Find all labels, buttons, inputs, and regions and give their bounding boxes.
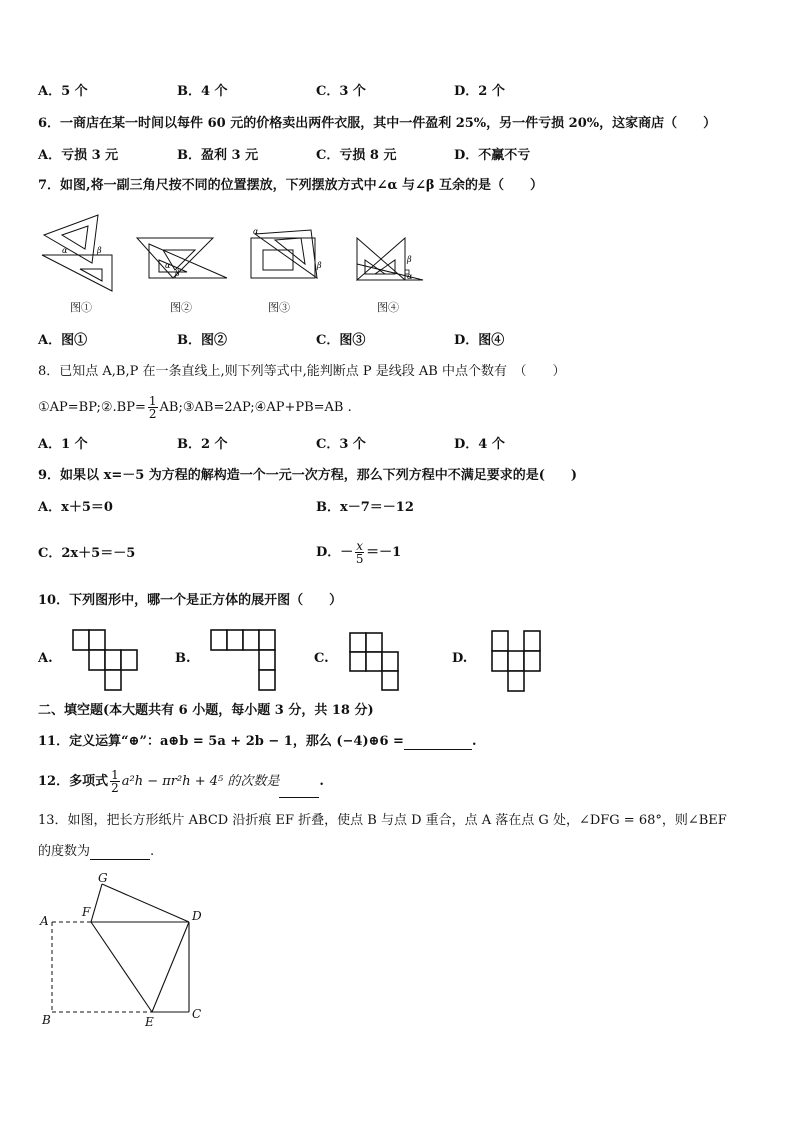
q13-point-a: A [40, 914, 49, 928]
q13-point-e: E [145, 1015, 154, 1029]
q9-option-d-suffix: ＝－1 [366, 545, 402, 560]
q7-caption-4: 图④ [377, 301, 399, 314]
q8-frac-den: 2 [148, 407, 157, 421]
q12-suffix: . [319, 774, 324, 789]
q13-answer-blank[interactable] [90, 847, 150, 860]
q8-option-a: A．1 个 [38, 437, 88, 452]
q7-option-d: D．图④ [454, 333, 505, 348]
q13-figure [38, 870, 213, 1030]
svg-text:α: α [407, 272, 413, 281]
svg-text:β: β [407, 255, 412, 264]
q8-option-b: B．2 个 [177, 437, 228, 452]
q8-fraction [148, 395, 158, 420]
q6-option-a: A．亏损 3 元 [38, 148, 119, 163]
q10-net-d [491, 630, 543, 692]
q10-label-a: A. [38, 651, 53, 666]
q7-caption-3: 图③ [268, 301, 290, 314]
q12-answer-blank[interactable] [279, 785, 319, 798]
q8-option-d: D．4 个 [454, 437, 505, 452]
q12-frac-num: 1 [111, 768, 119, 782]
q9-option-c: C．2x＋5＝－5 [38, 546, 136, 561]
q5-option-d: D．2 个 [454, 84, 505, 99]
q6-option-c: C．亏损 8 元 [316, 148, 397, 163]
q11-answer-blank[interactable] [404, 737, 472, 750]
q13-point-c: C [192, 1007, 202, 1021]
q7-caption-2: 图② [170, 301, 192, 314]
q9-option-d-fraction [355, 540, 364, 565]
q9-option-d-num: x [356, 539, 364, 553]
section-2-heading: 二、填空题(本大题共有 6 小题，每小题 3 分，共 18 分) [38, 703, 374, 718]
q8-conditions [38, 393, 352, 423]
q7-caption-1: 图① [70, 301, 92, 314]
q9-option-d-den: 5 [355, 552, 364, 566]
q11-prefix: 11．定义运算“⊕”：a⊕b = 5a + 2b − 1，那么 (−4)⊕6 = [38, 734, 404, 749]
q9-option-b: B．x－7＝－12 [316, 500, 414, 515]
q13-point-b: B [42, 1013, 51, 1027]
q5-option-a: A．5 个 [38, 84, 88, 99]
q7-figure-3 [247, 228, 327, 280]
q5-option-b: B．4 个 [177, 84, 228, 99]
q9-option-d [316, 538, 401, 568]
svg-text:β: β [317, 261, 322, 270]
q9-option-a: A．x＋5＝0 [38, 500, 113, 515]
q13-line-1: 13．如图，把长方形纸片 ABCD 沿折痕 EF 折叠，使点 B 与点 D 重合，点 A 落在点 G 处，∠DFG = 68°，则∠BEF [38, 813, 727, 828]
svg-text:β: β [175, 269, 180, 278]
q11 [38, 734, 476, 750]
svg-text:β: β [97, 246, 102, 255]
svg-text:α: α [165, 261, 171, 270]
q9-option-d-prefix: D．－ [316, 545, 354, 560]
q7-option-a: A．图① [38, 333, 88, 348]
svg-text:α: α [253, 227, 259, 236]
q13-point-f: F [82, 905, 91, 919]
q7-option-c: C．图③ [316, 333, 366, 348]
q5-option-c: C．3 个 [316, 84, 366, 99]
q8-stem: 8．已知点 A,B,P 在一条直线上,则下列等式中,能判断点 P 是线段 AB 中点个数有 （ ） [38, 364, 566, 379]
q10-label-c: C. [314, 651, 329, 666]
q10-net-c [349, 632, 401, 692]
q8-frac-num: 1 [148, 394, 157, 408]
q7-figure-1 [40, 215, 120, 295]
q12 [38, 766, 324, 798]
q13-line-2-text: 的度数为 [38, 844, 91, 859]
q12-prefix: 12．多项式 [38, 774, 109, 789]
q7-option-b: B．图② [177, 333, 227, 348]
q11-suffix: . [471, 734, 477, 749]
q10-net-a [72, 629, 138, 691]
q13-point-g: G [98, 871, 108, 885]
q13-suffix: . [150, 844, 155, 859]
q13-line-2 [38, 844, 154, 860]
q9-stem: 9．如果以 x=－5 为方程的解构造一个一元一次方程，那么下列方程中不满足要求的是( ) [38, 468, 578, 483]
q12-expression: a²h − πr²h + 4⁵ 的次数是 [121, 774, 280, 789]
q10-label-b: B. [175, 651, 191, 666]
q12-frac-den: 2 [111, 781, 119, 795]
q10-net-b [210, 629, 278, 691]
q8-conditions-b: AB;③AB=2AP;④AP+PB=AB . [159, 400, 352, 415]
q8-option-c: C．3 个 [316, 437, 366, 452]
q7-figure-2 [135, 232, 230, 282]
q12-fraction [110, 769, 120, 794]
q8-conditions-a: ①AP=BP;②.BP= [38, 400, 146, 415]
q7-figure-4 [355, 234, 427, 282]
q6-stem: 6．一商店在某一时间以每件 60 元的价格卖出两件衣服，其中一件盈利 25%，另一件亏损 20%，这家商店（ ） [38, 116, 717, 131]
q10-stem: 10．下列图形中，哪一个是正方体的展开图（ ） [38, 593, 343, 608]
q7-stem: 7．如图,将一副三角尺按不同的位置摆放，下列摆放方式中∠α 与∠β 互余的是（ ） [38, 178, 544, 193]
svg-text:α: α [62, 246, 68, 255]
q13-point-d: D [192, 909, 202, 923]
q10-label-d: D. [452, 651, 468, 666]
q6-option-d: D．不赢不亏 [454, 148, 531, 163]
q6-option-b: B．盈利 3 元 [177, 148, 259, 163]
